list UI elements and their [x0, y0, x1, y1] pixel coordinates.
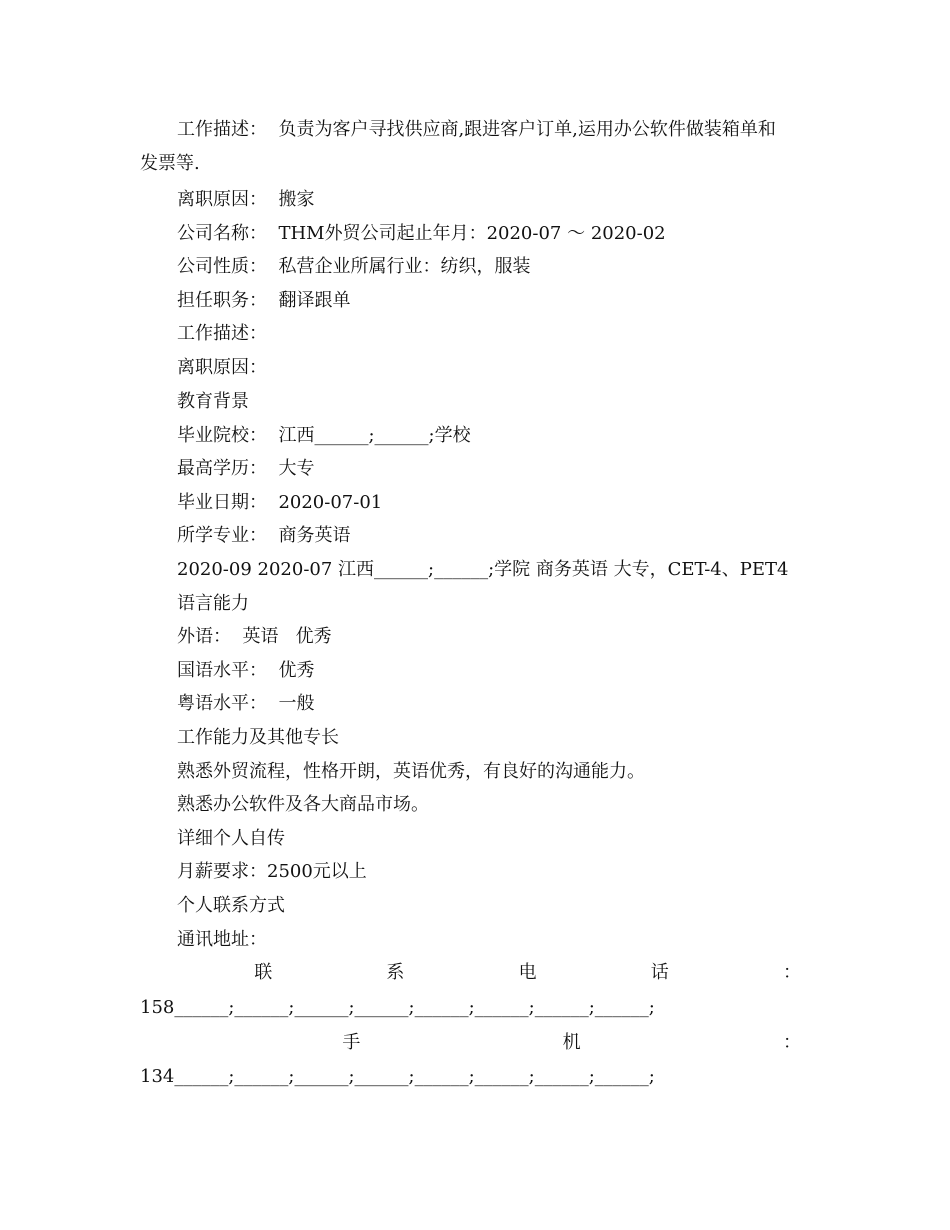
position-line: 担任职务： 翻译跟单 — [177, 290, 351, 311]
job-description-empty-line: 工作描述： — [177, 323, 267, 344]
company-name-line: 公司名称： THM外贸公司起止年月：2020-07 ～ 2020-02 — [177, 223, 666, 244]
skills-line-2: 熟悉办公软件及各大商品市场。 — [177, 794, 429, 815]
mobile-value: 134______;______;______;______;______;______;______;______; — [140, 1066, 655, 1087]
phone-label-row — [140, 961, 801, 985]
mandarin-line: 国语水平： 优秀 — [177, 660, 315, 681]
leave-reason-line: 离职原因： 搬家 — [177, 189, 315, 210]
degree-line: 最高学历： 大专 — [177, 458, 315, 479]
autobiography-heading: 详细个人自传 — [177, 828, 285, 849]
contact-heading: 个人联系方式 — [177, 895, 285, 916]
graduation-date-line: 毕业日期： 2020-07-01 — [177, 492, 383, 513]
skills-line-1: 熟悉外贸流程，性格开朗，英语优秀，有良好的沟通能力。 — [177, 761, 645, 782]
salary-line: 月薪要求：2500元以上 — [177, 861, 367, 882]
phone-label-char: 话 — [650, 962, 669, 983]
mobile-label-char: 手 — [342, 1032, 361, 1053]
phone-value: 158______;______;______;______;______;______;______;______; — [140, 997, 655, 1018]
mobile-label-row — [140, 1031, 801, 1055]
education-heading: 教育背景 — [177, 391, 249, 412]
foreign-language-line: 外语： 英语 优秀 — [177, 626, 332, 647]
major-line: 所学专业： 商务英语 — [177, 525, 351, 546]
company-type-line: 公司性质： 私营企业所属行业：纺织，服装 — [177, 256, 531, 277]
language-heading: 语言能力 — [177, 593, 249, 614]
skills-heading: 工作能力及其他专长 — [177, 727, 339, 748]
mobile-label-char: 机 — [562, 1032, 581, 1053]
phone-label-char: 电 — [518, 962, 537, 983]
phone-label-char: ： — [782, 962, 801, 983]
leave-reason-empty-line: 离职原因： — [177, 357, 267, 378]
phone-label-char: 联 — [254, 962, 273, 983]
phone-label-char: 系 — [386, 962, 405, 983]
job-description-line: 工作描述： 负责为客户寻找供应商,跟进客户订单,运用办公软件做装箱单和 — [177, 119, 776, 140]
address-line: 通讯地址： — [177, 929, 267, 950]
school-line: 毕业院校： 江西______;______;学校 — [177, 425, 471, 446]
mobile-label-char: ： — [782, 1032, 801, 1053]
cantonese-line: 粤语水平： 一般 — [177, 693, 315, 714]
education-record-line: 2020-09 2020-07 江西______;______;学院 商务英语 大专，CET-4、PET4 — [177, 559, 789, 580]
job-description-continued: 发票等. — [140, 153, 200, 174]
